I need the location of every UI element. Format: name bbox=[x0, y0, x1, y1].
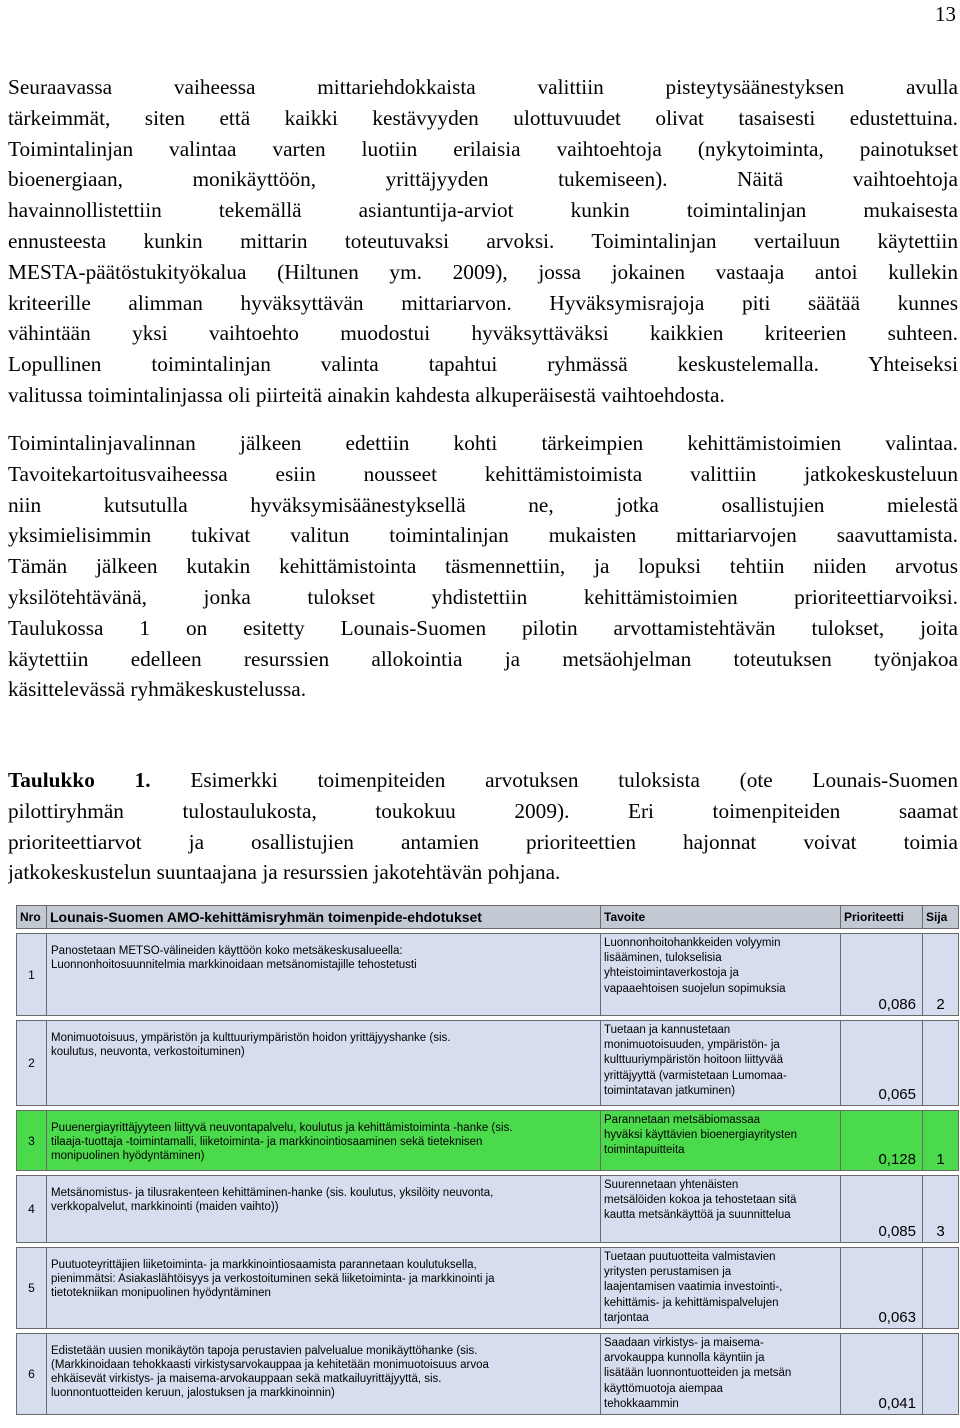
text-line: MESTA-päätöstukityökalua (Hiltunen ym. 2009), jossa jokainen vastaaja antoi kullekin bbox=[8, 259, 958, 284]
caption-line: jatkokeskustelun suuntaajana ja resurssien jakotehtävän pohjana. bbox=[8, 860, 561, 885]
priority-cell bbox=[841, 1111, 923, 1171]
text-line: yksilötehtävänä, jonka tulokset yhdistettiin kehittämistoimien prioriteettiarvoiksi. bbox=[8, 584, 958, 609]
goal-line: kautta metsänkäyttöä ja suunnittelua bbox=[604, 1209, 791, 1222]
action-line: Metsänomistus- ja tilusrakenteen kehittäminen-hanke (sis. koulutus, yksilöity neuvonta, bbox=[51, 1187, 494, 1199]
text-line: vähintään yksi vaihtoehto muodostui hyväksyttäväksi kaikkien kriteerien suhteen. bbox=[8, 321, 958, 346]
priority-value: 0,086 bbox=[878, 996, 916, 1013]
text-line: ennusteesta kunkin mittarin toteutuvaksi arvoksi. Toimintalinjan vertailuun käytettiin bbox=[8, 228, 958, 253]
action-line: Luonnonhoitosuunnitelmia markkinoidaan metsänomistajille tehostetusti bbox=[51, 959, 417, 971]
priority-value: 0,063 bbox=[878, 1309, 916, 1327]
text-line: käsittelevässä ryhmäkeskustelussa. bbox=[8, 677, 307, 702]
goal-line: kehittämis- ja kehittämispalvelujen bbox=[604, 1296, 779, 1309]
row-number: 6 bbox=[17, 1334, 47, 1415]
rank-value: 3 bbox=[923, 1176, 959, 1243]
action-cell bbox=[47, 1176, 601, 1243]
text-line: Lopullinen toimintalinjan valinta tapahtui ryhmässä keskustelemalla. Yhteiseksi bbox=[8, 352, 958, 377]
action-cell bbox=[47, 1334, 601, 1415]
goal-cell bbox=[601, 1111, 841, 1171]
rank-value bbox=[923, 1021, 959, 1106]
goal-line: käyttömuotoja aiempaa bbox=[604, 1382, 723, 1395]
rank-value: 1 bbox=[923, 1111, 959, 1171]
text-line: kriteerille alimman hyväksyttävän mittariarvon. Hyväksymisrajoja piti säätää kunnes bbox=[8, 290, 958, 315]
rank-value bbox=[923, 1334, 959, 1415]
priority-value: 0,128 bbox=[878, 1151, 916, 1168]
action-line: verkkopalvelut, markkinointi (maiden vaihto)) bbox=[51, 1201, 279, 1213]
goal-line: Suurennetaan yhtenäisten bbox=[604, 1179, 739, 1191]
text-line: niin kutsutulla hyväksymisäänestyksellä ne, jotka osallistujien mielestä bbox=[8, 492, 958, 517]
header-rank: Sija bbox=[923, 906, 959, 929]
caption-line: pilottiryhmän tulostaulukosta, toukokuu 2009). Eri toimenpiteiden saamat bbox=[8, 798, 958, 823]
header-nro: Nro bbox=[17, 906, 47, 929]
action-line: (Markkinoidaan tehokkaasti virkistysarvokauppaa ja kehitetään monimuotoisuus arvoa bbox=[51, 1359, 489, 1372]
goal-cell bbox=[601, 1021, 841, 1106]
action-cell bbox=[47, 1248, 601, 1329]
action-line: Puutuoteyrittäjien liiketoiminta- ja markkinointiosaamista parannetaan koulutuksella, bbox=[51, 1259, 477, 1271]
action-line: monipuolinen hyödyntäminen) bbox=[51, 1150, 205, 1162]
table-row bbox=[17, 1111, 959, 1171]
text-line: Tämän jälkeen kutakin kehittämistointa täsmennettiin, ja lopuksi tehtiin niiden arvotus bbox=[8, 554, 958, 579]
goal-line: lisätään luonnontuotteiden ja metsän bbox=[604, 1367, 792, 1380]
goal-line: tarjontaa bbox=[604, 1311, 649, 1324]
goal-line: monimuotoisuuden, ympäristön- ja bbox=[604, 1039, 780, 1052]
table-body bbox=[17, 929, 959, 1415]
rank-value: 2 bbox=[923, 934, 959, 1016]
goal-line: yhteistoimintaverkostoja ja bbox=[604, 967, 739, 980]
row-number: 4 bbox=[17, 1176, 47, 1243]
row-number: 3 bbox=[17, 1111, 47, 1171]
goal-line: laajentamisen vaatimia investointi-, bbox=[604, 1281, 783, 1294]
goal-cell bbox=[601, 934, 841, 1016]
goal-line: toimintatavan jatkuminen) bbox=[604, 1084, 736, 1097]
goal-line: arvokauppa kunnolla käyntiin ja bbox=[604, 1352, 765, 1365]
goal-line: yrittäjyyttä (varmistetaan Lumomaa- bbox=[604, 1069, 787, 1082]
action-line: koulutus, neuvonta, verkostoituminen) bbox=[51, 1046, 245, 1058]
goal-line: toimintapuitteita bbox=[604, 1144, 685, 1157]
action-line: Monimuotoisuus, ympäristön ja kulttuuriympäristön hoidon yrittäjyyshanke (sis. bbox=[51, 1032, 451, 1044]
table-row bbox=[17, 1334, 959, 1415]
goal-line: tehokkaammin bbox=[604, 1397, 679, 1410]
table-caption bbox=[8, 765, 958, 888]
page-number: 13 bbox=[935, 2, 956, 26]
text-line: tärkeimmät, siten että kaikki kestävyyden ulottuvuudet olivat tasaisesti edustettuina. bbox=[8, 105, 958, 130]
action-line: Edistetään uusien monikäytön tapoja perustavien palvelualue monikäyttöhanke (sis. bbox=[51, 1345, 478, 1358]
priority-value: 0,065 bbox=[878, 1086, 916, 1103]
text-line: Seuraavassa vaiheessa mittariehdokkaista valittiin pisteytysäänestyksen avulla bbox=[8, 75, 958, 99]
action-cell bbox=[47, 934, 601, 1016]
priority-value: 0,041 bbox=[878, 1395, 916, 1413]
goal-line: Tuetaan puutuotteita valmistavien bbox=[604, 1251, 776, 1263]
text-line: valitussa toimintalinjassa oli piirteitä ainakin kahdesta alkuperäisestä vaihtoehdosta. bbox=[8, 382, 725, 407]
text-line: havainnollistettiin tekemällä asiantuntija-arviot kunkin toimintalinjan mukaisesta bbox=[8, 198, 958, 223]
goal-line: vapaaehtoisen suojelun sopimuksia bbox=[604, 982, 786, 995]
priority-cell bbox=[841, 1248, 923, 1329]
goal-line: Tuetaan ja kannustetaan bbox=[604, 1024, 731, 1036]
header-priority: Prioriteetti bbox=[841, 906, 923, 929]
priority-cell bbox=[841, 1334, 923, 1415]
row-number: 2 bbox=[17, 1021, 47, 1106]
row-number: 1 bbox=[17, 934, 47, 1016]
goal-cell bbox=[601, 1176, 841, 1243]
table-row bbox=[17, 1248, 959, 1329]
action-line: tilaaja-tuottaja -toimintamalli, liiketoiminta- ja markkinointiosaaminen sekä tieteknisen bbox=[51, 1136, 483, 1148]
action-line: ehkäisevät virkistys- ja maisema-arvokauppaan sekä matkailuyrittäjyyttä, sis. bbox=[51, 1373, 442, 1386]
header-goal: Tavoite bbox=[601, 906, 841, 929]
text-line: käytettiin edelleen resurssien allokointia ja metsäohjelman toteutuksen työnjakoa bbox=[8, 646, 958, 671]
goal-line: Saadaan virkistys- ja maisema- bbox=[604, 1337, 764, 1350]
priority-value: 0,085 bbox=[878, 1223, 916, 1240]
goal-cell bbox=[601, 1248, 841, 1329]
caption-text: Esimerkki toimenpiteiden arvotuksen tuloksista (ote Lounais-Suomen bbox=[190, 768, 958, 792]
goal-line: hyväksi käyttävien bioenergiayritysten bbox=[604, 1129, 798, 1142]
goal-line: lisääminen, tulokselisia bbox=[604, 952, 722, 965]
priority-cell bbox=[841, 934, 923, 1016]
results-table-wrapper bbox=[16, 905, 958, 1415]
text-line: Taulukossa 1 on esitetty Lounais-Suomen pilotin arvottamistehtävän tulokset, joita bbox=[8, 615, 958, 640]
row-number: 5 bbox=[17, 1248, 47, 1329]
table-row bbox=[17, 1021, 959, 1106]
paragraph-1 bbox=[8, 72, 958, 411]
goal-line: yritysten perustamisen ja bbox=[604, 1266, 732, 1279]
paragraph-2 bbox=[8, 428, 958, 705]
goal-line: Luonnonhoitohankkeiden volyymin bbox=[604, 937, 781, 949]
goal-line: Parannetaan metsäbiomassaa bbox=[604, 1114, 760, 1126]
action-line: luonnontuotteiden keruun, jalostuksen ja markkinoinnin) bbox=[51, 1387, 335, 1400]
caption-label: Taulukko 1. bbox=[8, 768, 151, 792]
text-line: Tavoitekartoitusvaiheessa esiin nousseet kehittämistoimista valittiin jatkokeskusteluun bbox=[8, 461, 958, 486]
text-line: yksimielisimmin tukivat valitun toimintalinjan mukaisten mittariarvojen saavuttamista. bbox=[8, 523, 958, 548]
action-cell bbox=[47, 1021, 601, 1106]
caption-line bbox=[8, 765, 958, 796]
action-line: tietotekniikan monipuolinen hyödyntäminen bbox=[51, 1287, 271, 1299]
table-row bbox=[17, 1176, 959, 1243]
text-line: Toimintalinjan valintaa varten luotiin erilaisia vaihtoehtoja (nykytoiminta, painotukset bbox=[8, 136, 958, 161]
priority-cell bbox=[841, 1176, 923, 1243]
action-cell bbox=[47, 1111, 601, 1171]
table-row bbox=[17, 934, 959, 1016]
action-line: Panostetaan METSO-välineiden käyttöön koko metsäkeskusalueella: bbox=[51, 945, 403, 957]
action-line: Puuenergiayrittäjyyteen liittyvä neuvontapalvelu, koulutus ja kehittämistoiminta -hanke (sis. bbox=[51, 1122, 513, 1134]
rank-value bbox=[923, 1248, 959, 1329]
goal-line: kulttuuriympäristön hoitoon liittyvää bbox=[604, 1054, 783, 1067]
goal-cell bbox=[601, 1334, 841, 1415]
priority-cell bbox=[841, 1021, 923, 1106]
results-table bbox=[16, 905, 959, 1415]
header-title: Lounais-Suomen AMO-kehittämisryhmän toimenpide-ehdotukset bbox=[47, 906, 601, 929]
action-line: pienimmätsi: Asiakaslähtöisyys ja verkostoituminen sekä liiketoiminta- ja markkinointi ja bbox=[51, 1273, 495, 1285]
goal-line: metsälöiden kokoa ja tehostetaan sitä bbox=[604, 1194, 797, 1207]
caption-line: prioriteettiarvot ja osallistujien antamien prioriteettien hajonnat voivat toimia bbox=[8, 829, 958, 854]
text-line: Toimintalinjavalinnan jälkeen edettiin kohti tärkeimpien kehittämistoimien valintaa. bbox=[8, 431, 958, 455]
text-line: bioenergiaan, monikäyttöön, yrittäjyyden tukemiseen). Näitä vaihtoehtoja bbox=[8, 167, 958, 192]
